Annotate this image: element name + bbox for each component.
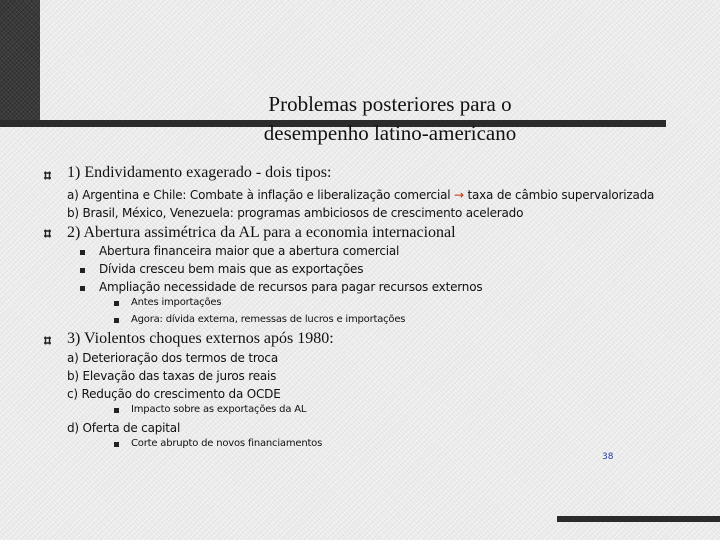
section-2-subitem-2: Agora: dívida externa, remessas de lucros e importações <box>131 314 406 325</box>
section-2-heading: 2) Abertura assimétrica da AL para a economia internacional <box>67 224 456 241</box>
section-2-item-1: Abertura financeira maior que a abertura comercial <box>99 244 400 258</box>
level1-bullet-icon <box>43 229 52 238</box>
level1-bullet-icon <box>43 336 52 345</box>
section-2-item-3: Ampliação necessidade de recursos para pagar recursos externos <box>99 280 483 294</box>
section-1-item-a-result: taxa de câmbio supervalorizada <box>467 188 655 202</box>
square-bullet-icon <box>80 268 85 273</box>
section-1-item-a <box>67 188 654 202</box>
section-1-item-a-text: a) Argentina e Chile: Combate à inflação e liberalização comercial <box>67 188 451 202</box>
section-3-item-c: c) Redução do crescimento da OCDE <box>67 387 281 401</box>
page-number: 38 <box>602 452 614 462</box>
section-3-item-d-sub: Corte abrupto de novos financiamentos <box>131 438 323 449</box>
right-arrow-icon: → <box>454 188 464 202</box>
section-2-item-2: Dívida cresceu bem mais que as exportações <box>99 262 364 276</box>
square-bullet-icon <box>80 250 85 255</box>
section-1-item-b: b) Brasil, México, Venezuela: programas ambiciosos de crescimento acelerado <box>67 206 524 220</box>
decorative-side-block <box>0 0 40 121</box>
square-bullet-icon <box>114 318 119 323</box>
title-line-1: Problemas posteriores para o <box>268 92 512 116</box>
footer-accent-bar <box>557 516 720 522</box>
section-1-heading: 1) Endividamento exagerado - dois tipos: <box>67 164 332 181</box>
square-bullet-icon <box>80 286 85 291</box>
section-3-item-d: d) Oferta de capital <box>67 421 181 435</box>
square-bullet-icon <box>114 442 119 447</box>
level1-bullet-icon <box>43 171 52 180</box>
section-3-heading: 3) Violentos choques externos após 1980: <box>67 330 334 347</box>
section-2-subitem-1: Antes importações <box>131 297 222 308</box>
square-bullet-icon <box>114 301 119 306</box>
slide-title <box>160 90 620 148</box>
section-3-item-b: b) Elevação das taxas de juros reais <box>67 369 277 383</box>
section-3-item-a: a) Deterioração dos termos de troca <box>67 351 278 365</box>
title-line-2: desempenho latino-americano <box>263 121 517 145</box>
section-3-item-c-sub: Impacto sobre as exportações da AL <box>131 404 307 415</box>
square-bullet-icon <box>114 408 119 413</box>
